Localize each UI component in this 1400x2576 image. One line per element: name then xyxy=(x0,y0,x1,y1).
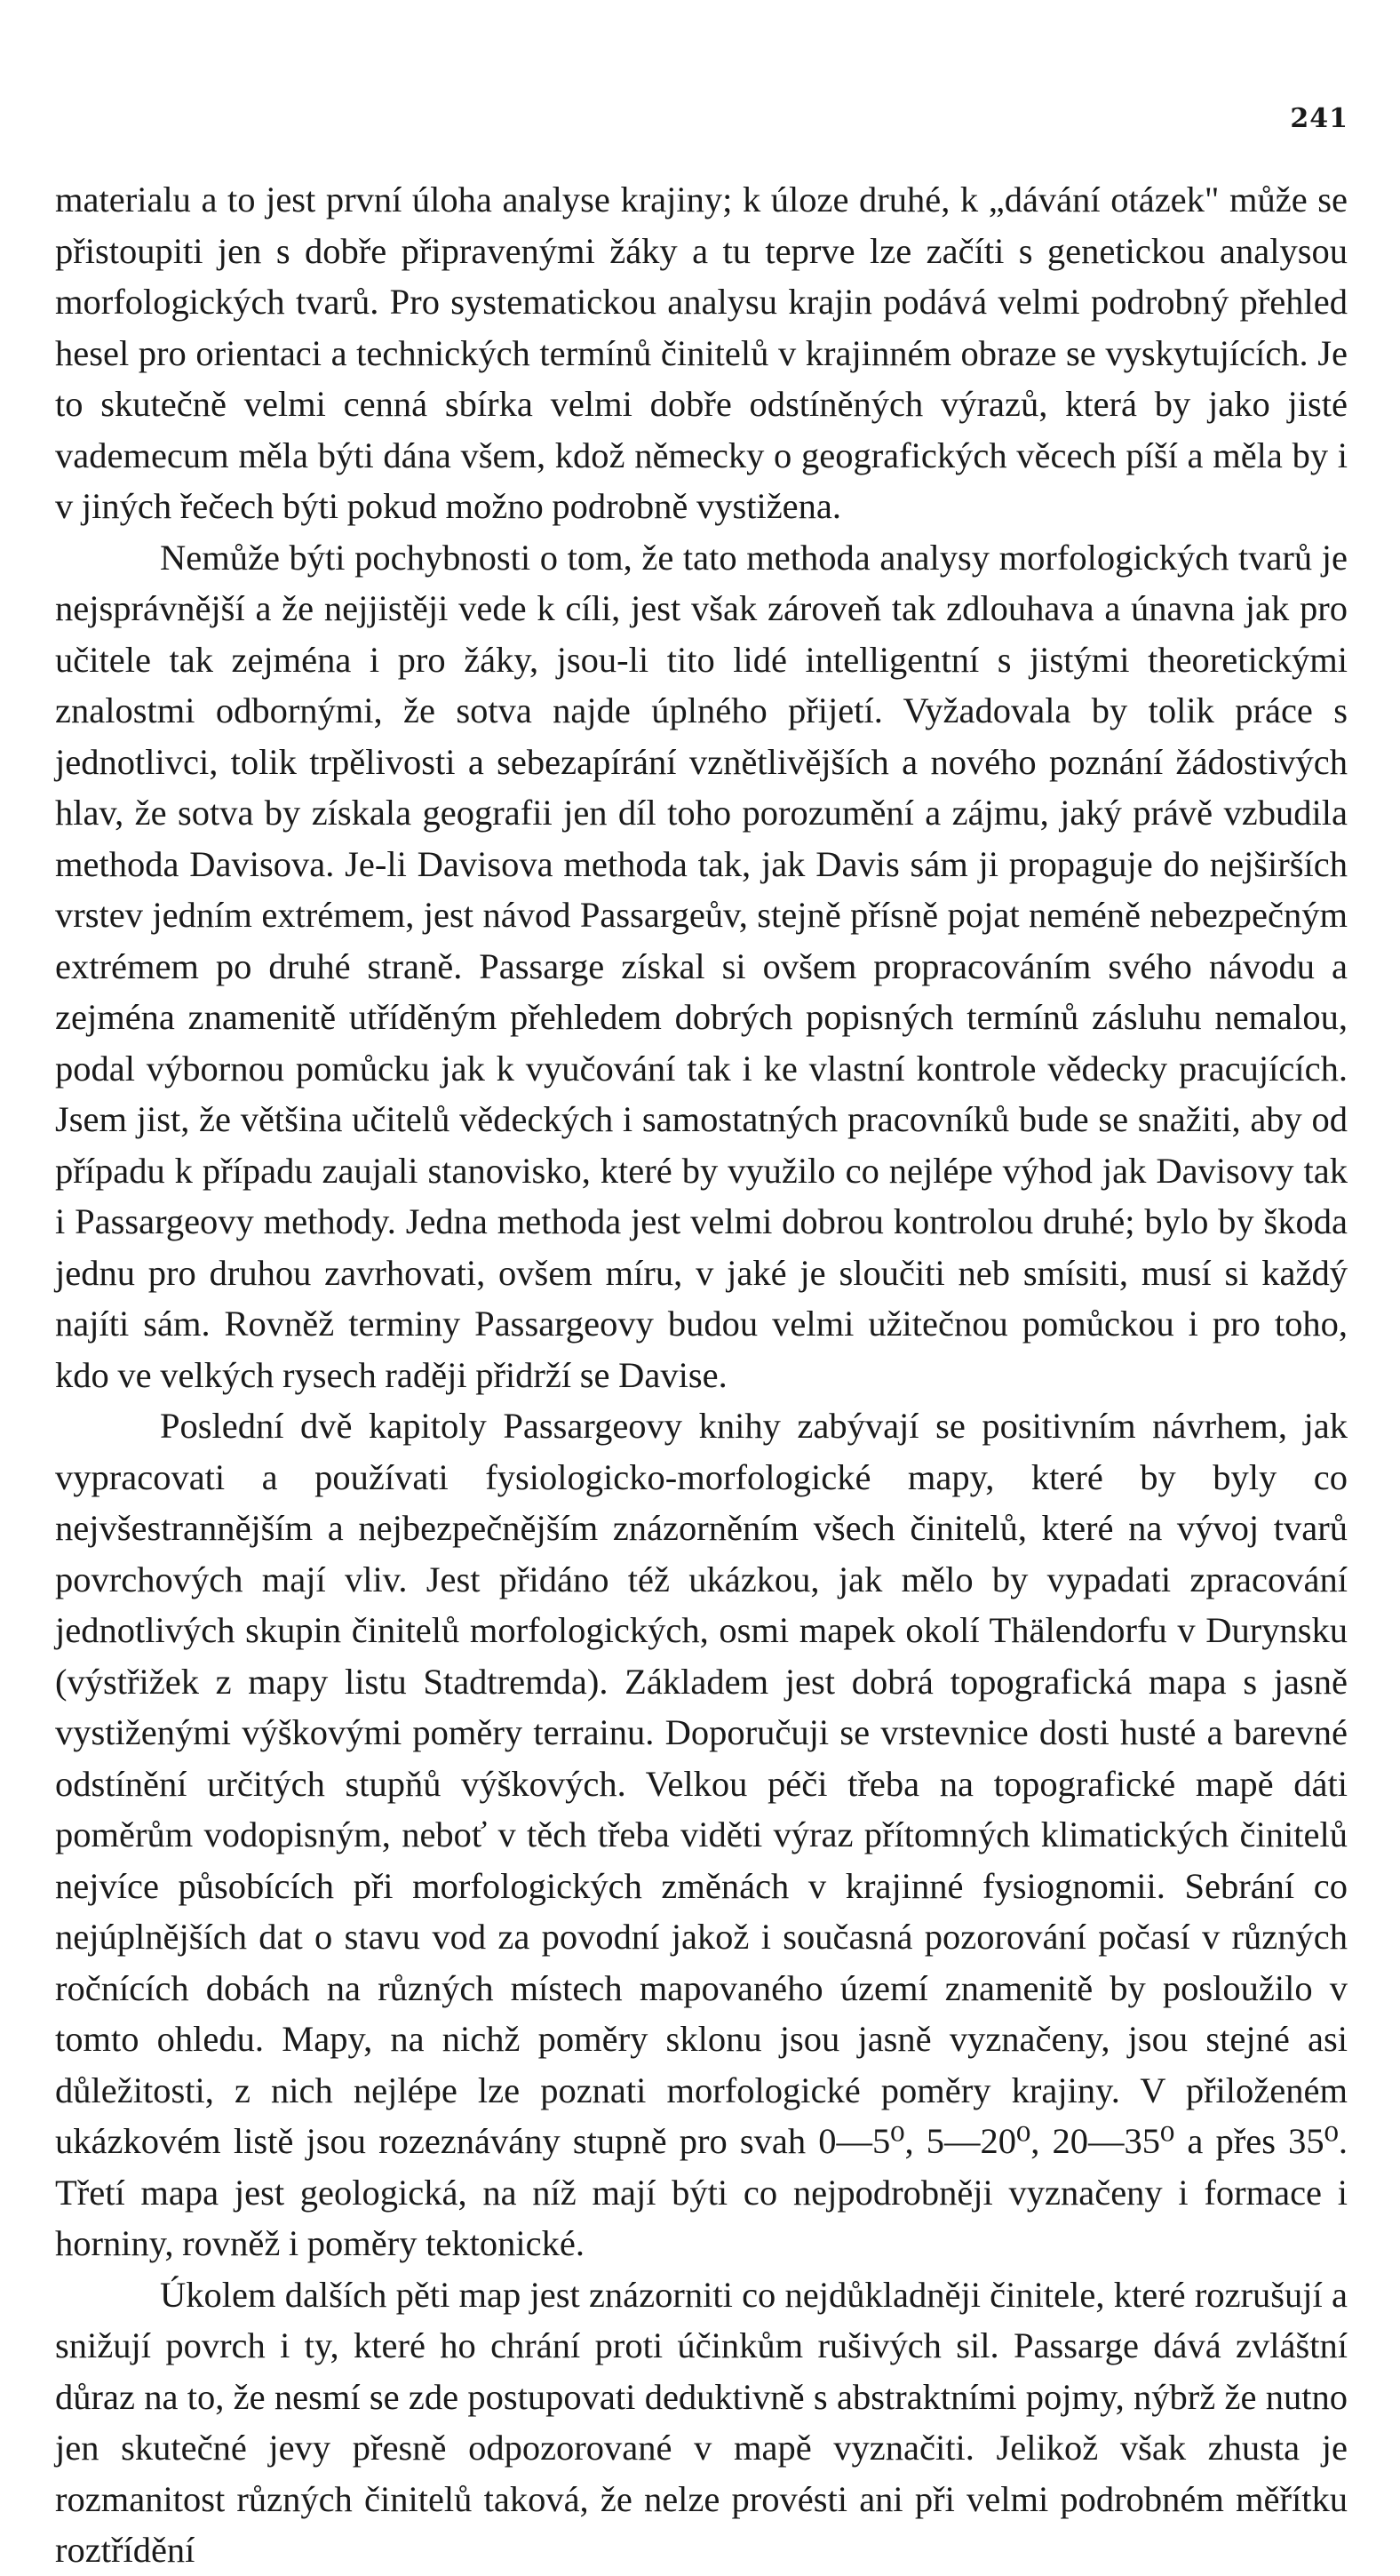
paragraph: Úkolem dalších pěti map jest znázorniti co nejdůkladněji činitele, které rozrušují a snižují povrch i ty, které ho chrání proti účinkům rušivých sil. Passarge dává zvláštní důraz na to, že nesmí se zde postupovati deduktivně s abstraktními pojmy, nýbrž že nutno jen skutečné jevy přesně odpozorované v mapě vyznačiti. Jelikož však zhusta je rozmanitost různých činitelů taková, že nelze provésti ani při velmi podrobném měřítku roztřídění xyxy=(55,2274,1348,2570)
paragraph: Poslední dvě kapitoly Passargeovy knihy zabývají se positivním návrhem, jak vypracovati a používati fysiologicko-morfologické mapy, které by byly co nejvšestrannějším a nejbezpečnějším znázorněním všech činitelů, které na vývoj tvarů povrchových mají vliv. Jest přidáno též ukázkou, jak mělo by vypadati zpracování jednotlivých skupin činitelů morfologických, osmi mapek okolí Thälendorfu v Durynsku (výstřižek z mapy listu Stadtremda). Základem jest dobrá topografická mapa s jasně vystiženými výškovými poměry terrainu. Doporučuji se vrstevnice dosti husté a barevné odstínění určitých stupňů výškových. Velkou péči třeba na topografické mapě dáti poměrům vodopisným, neboť v těch třeba viděti výraz přítomných klimatických činitelů nejvíce působících při morfologických změnách v krajinné fysiognomii. Sebrání co nejúplnějších dat o stavu vod za povodní jakož i současná pozorování počasí v různých ročnících dobách na různých místech mapovaného území znamenitě by posloužilo v tomto ohledu. Mapy, na nichž poměry sklonu jsou jasně vyznačeny, jsou stejné asi důležitosti, z nich nejlépe lze poznati morfologické poměry krajiny. V přiloženém ukázkovém listě jsou rozeznávány stupně pro svah 0—5⁰, 5—20⁰, 20—35⁰ a přes 35⁰. Třetí mapa jest geologická, na níž mají býti co nejpodrobněji vyznačeny i formace i horniny, rovněž i poměry tektonické. xyxy=(55,1406,1348,2263)
paragraph: materialu a to jest první úloha analyse krajiny; k úloze druhé, k „dávání otázek" může se přistoupiti jen s dobře připravenými žáky a tu teprve lze začíti s genetickou analysou morfologických tvarů. Pro systematickou analysu krajin podává velmi podrobný přehled hesel pro orientaci a technických termínů činitelů v krajinném obraze se vyskytujících. Je to skutečně velmi cenná sbírka velmi dobře odstíněných výrazů, která by jako jisté vademecum měla býti dána všem, kdož německy o geografických věcech píší a měla by i v jiných řečech býti pokud možno podrobně vystižena. xyxy=(55,179,1348,526)
page-number: 241 xyxy=(1290,103,1348,134)
body-text xyxy=(55,174,1348,2576)
paragraph: Nemůže býti pochybnosti o tom, že tato methoda analysy morfologických tvarů je nejsprávnější a že nejjistěji vede k cíli, jest však zároveň tak zdlouhava a únavna jak pro učitele tak zejména i pro žáky, jsou-li tito lidé intelligentní s jistými theoretickými znalostmi odbornými, že sotva najde úplného přijetí. Vyžadovala by tolik práce s jednotlivci, tolik trpělivosti a sebezapírání vznětlivějších a nového poznání žádostivých hlav, že sotva by získala geografii jen díl toho porozumění a zájmu, jaký právě vzbudila methoda Davisova. Je-li Davisova methoda tak, jak Davis sám ji propaguje do nejširších vrstev jedním extrémem, jest návod Passargeův, stejně přísně pojat neméně nebezpečným extrémem po druhé straně. Passarge získal si ovšem propracováním svého návodu a zejména znamenitě utříděným přehledem dobrých popisných termínů zásluhu nemalou, podal výbornou pomůcku jak k vyučování tak i ke vlastní kontrole vědecky pracujících. Jsem jist, že většina učitelů vědeckých i samostatných pracovníků bude se snažiti, aby od případu k případu zaujali stanovisko, které by využilo co nejlépe výhod jak Davisovy tak i Passargeovy methody. Jedna methoda jest velmi dobrou kontrolou druhé; bylo by škoda jednu pro druhou zavrhovati, ovšem míru, v jaké je sloučiti neb smísiti, musí si každý najíti sám. Rovněž terminy Passargeovy budou velmi užitečnou pomůckou i pro toho, kdo ve velkých rysech raději přidrží se Davise. xyxy=(55,537,1348,1395)
